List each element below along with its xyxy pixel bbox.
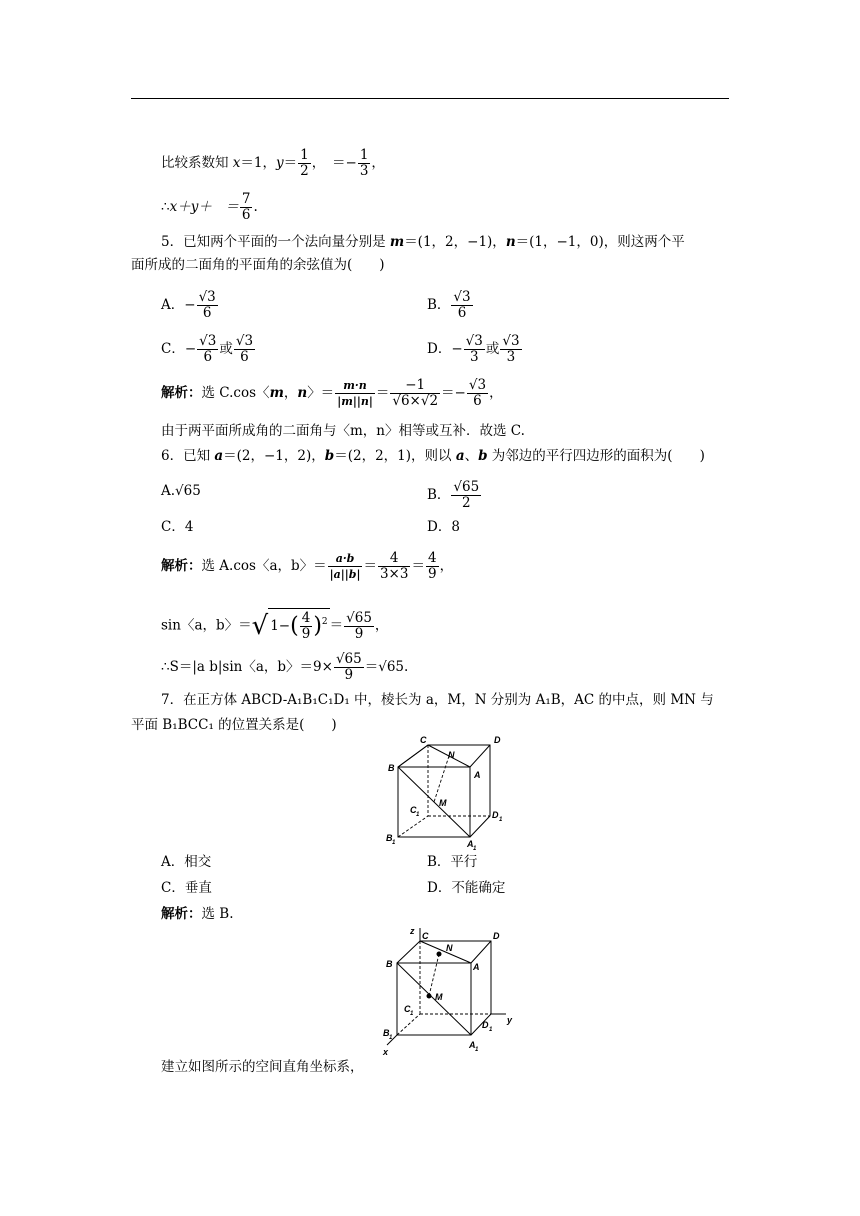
point-m [427,994,432,999]
svg-text:1: 1 [473,846,477,852]
diagonal-a1b [398,767,470,837]
q5-stem-line1: 5．已知两个平面的一个法向量分别是 m＝(1，2，−1)，n＝(1，−1，0)，则这两个平 [161,234,685,250]
svg-text:1: 1 [499,817,503,823]
q5-option-d[interactable]: D．− $\frac{√3}{3}$ 或 $\frac{√3}{3}$ [427,333,520,365]
point-n [437,952,442,957]
label-d1: D [482,1020,489,1030]
q5-option-c[interactable]: C．− $\frac{√3}{6}$ 或 $\frac{√3}{6}$ [161,333,254,365]
label-c1: C [404,1004,411,1014]
q6-option-c[interactable]: C．4 [161,519,194,535]
label-m: M [435,992,443,1002]
cube-edge-bc [398,745,428,767]
label-b1: B [383,1028,390,1038]
label-y: y [507,1015,513,1025]
q5-solution: 解析：选 C.cos〈m，n〉＝ $\frac{m\cdot n}{|m||n|}$ ＝ $\frac{-1}{√6\times√2}$ ＝− $\frac{√3}{6}$ ， [161,377,503,409]
label-b: B [386,959,393,969]
label-a1: A [469,1040,476,1050]
q7-option-d[interactable]: D．不能确定 [427,880,506,896]
q6-solution-area: ∴S＝|a b|sin〈a，b〉＝9× $\frac{√65}{9}$ ＝√65. [161,651,409,683]
label-c: C [420,735,427,745]
q7-stem-line2: 平面 B₁BCC₁ 的位置关系是( ) [131,717,337,733]
cube-edge-ad [470,745,490,767]
svg-text:1: 1 [389,1035,393,1041]
q5-stem-line2: 面所成的二面角的平面角的余弦值为( ) [131,257,385,273]
label-a1: A [467,839,474,849]
label-d: D [494,735,501,745]
label-z: z [410,926,415,936]
label-c1: C [410,805,417,815]
segment-mn [429,954,439,996]
header-rule [131,98,729,99]
q6-solution-sin: sin〈a，b〉＝√ 1−( $\frac{4}{9}$ )$^2$ ＝ $\frac{√65}{9}$ ， [161,609,389,642]
q6-option-b[interactable]: B． $\frac{√65}{2}$ [427,479,480,511]
label-b1: B [386,833,393,843]
segment-mn [434,756,449,802]
label-m: M [439,798,447,808]
label-a: A [474,770,481,780]
sum-line: ∴x＋y＋ ＝ $\frac{7}{6}$ . [161,191,258,223]
svg-text:1: 1 [475,1047,479,1053]
cube-figure-1 [382,734,512,852]
q6-option-a[interactable]: A.√65 [161,483,201,499]
label-c: C [422,931,429,941]
label-x: x [383,1047,389,1057]
label-d1: D [492,810,499,820]
label-n: N [446,943,453,953]
q7-option-c[interactable]: C．垂直 [161,880,212,896]
label-n: N [448,750,455,760]
svg-text:1: 1 [489,1027,493,1033]
hidden-edge-b1c1 [398,816,428,837]
label-a: A [473,962,480,972]
q7-solution: 解析：选 B. [161,906,234,922]
label-d: D [493,931,500,941]
q7-stem-line1: 7．在正方体 ABCD-A₁B₁C₁D₁ 中，棱长为 a，M，N 分别为 A₁B，AC 的中点，则 MN 与 [161,692,714,708]
cube-back-edges [398,745,490,837]
cube-edge-ad [471,941,491,963]
q7-option-b[interactable]: B．平行 [427,854,478,870]
svg-text:1: 1 [410,1011,414,1017]
cube-back-edges [397,941,491,1035]
cube-figure-2 [376,926,520,1058]
svg-text:1: 1 [416,812,420,818]
q5-solution-conclusion: 由于两平面所成角的二面角与〈m，n〉相等或互补．故选 C. [161,423,525,439]
q6-solution-cos: 解析：选 A.cos〈a，b〉＝ $\frac{a\cdot b}{|a||b|}$ ＝ $\frac{4}{3\times 3}$ ＝ $\frac{4}{9}$ ， [161,550,454,582]
q5-option-b[interactable]: B． $\frac{√3}{6}$ [427,289,471,321]
q5-option-a[interactable]: A．− $\frac{√3}{6}$ [161,289,216,321]
q7-solution-setup: 建立如图所示的空间直角坐标系， [161,1059,364,1075]
q6-stem: 6．已知 a＝(2，−1，2)，b＝(2，2，1)，则以 a、b 为邻边的平行四边形的面积为( ) [161,448,705,464]
svg-text:1: 1 [392,840,396,846]
hidden-edge-b1c1 [397,1014,420,1035]
q7-option-a[interactable]: A．相交 [161,854,212,870]
label-b: B [388,763,395,773]
coefficient-line: 比较系数知 x＝1，y＝ $\frac{1}{2}$ ， ＝− $\frac{1}{3}$ ， [161,147,385,179]
q6-option-d[interactable]: D．8 [427,519,460,535]
